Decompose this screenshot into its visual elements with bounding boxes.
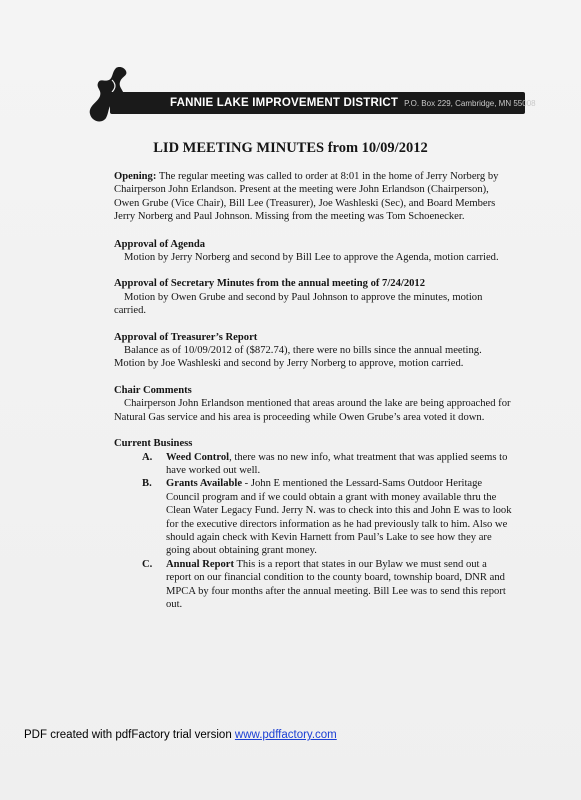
opening-label: Opening: <box>114 171 157 182</box>
section-heading: Current Business <box>114 438 193 450</box>
org-name: FANNIE LAKE IMPROVEMENT DISTRICT <box>170 97 399 109</box>
list-item-text <box>166 477 514 557</box>
item-label: Annual Report <box>166 558 234 570</box>
section-heading: Approval of Treasurer’s Report <box>114 331 258 343</box>
list-marker: C. <box>142 558 153 570</box>
section-heading: Approval of Agenda <box>114 238 206 250</box>
list-item <box>114 558 514 612</box>
pdffactory-link[interactable]: www.pdffactory.com <box>234 729 337 741</box>
opening-paragraph <box>114 170 514 224</box>
list-item <box>114 477 514 557</box>
opening-text: The regular meeting was called to order at 8:01 in the home of Jerry Norberg by Chairperson John Erlandson. Present at the meeting were John Erlandson (Chairperson), Owen Grube (Vice Chair), Bill Lee (Treasurer), Joe Washleski (Sec), and Board Members Jerry Norberg and Paul Johnson. Missing from the meeting was Tom Schoenecker. <box>114 171 499 223</box>
section-heading: Chair Comments <box>114 384 192 396</box>
minutes-body <box>114 170 514 624</box>
item-text: - John E mentioned the Lessard-Sams Outdoor Heritage Council program and if we could obtain a grant with money available thru the Clean Water Legacy Fund. Jerry N. was to check into this and John E was to look for the executive directors information as he had previously talk to him. Also we should again check with Kevin Harnett from Paul’s Lake to see how they are going about obtaining grant money. <box>166 478 512 557</box>
section-heading: Approval of Secretary Minutes from the annual meeting of 7/24/2012 <box>114 278 426 290</box>
section-current-business <box>114 437 514 611</box>
section-body: Balance as of 10/09/2012 of ($872.74), there were no bills since the annual meeting. Motion by Joe Washleski and second by Jerry Norberg to approve, motion carried. <box>114 345 482 370</box>
list-item-text <box>166 451 514 478</box>
footer-text: PDF created with pdfFactory trial version <box>24 729 235 741</box>
list-item <box>114 451 514 478</box>
item-text: , there was no new info, what treatment that was applied seems to have worked out well. <box>166 451 508 476</box>
section-chair-comments <box>114 384 514 424</box>
item-label: Weed Control <box>166 451 230 463</box>
org-address: P.O. Box 229, Cambridge, MN 55008 <box>404 98 536 108</box>
item-label: Grants Available <box>166 478 243 490</box>
list-item-text <box>166 558 514 612</box>
section-agenda <box>114 238 514 265</box>
list-marker: A. <box>142 451 153 463</box>
document-title: LID MEETING MINUTES from 10/09/2012 <box>153 140 428 156</box>
letterhead-banner <box>110 92 536 114</box>
item-text: This is a report that states in our Bylaw we must send out a report on our financial condition to the county board, township board, DNR and MPCA by four months after the annual meeting. Bill Lee was to send this report out. <box>166 558 506 610</box>
section-secretary-minutes <box>114 277 514 317</box>
section-body: Motion by Jerry Norberg and second by Bill Lee to approve the Agenda, motion carried. <box>124 252 499 264</box>
list-marker: B. <box>142 478 152 490</box>
section-body: Chairperson John Erlandson mentioned that areas around the lake are being approached for Natural Gas service and his area is proceeding while Owen Grube’s area voted it down. <box>114 398 511 423</box>
section-body: Motion by Owen Grube and second by Paul Johnson to approve the minutes, motion carried. <box>114 291 483 317</box>
business-list <box>114 451 514 612</box>
pdf-footer <box>24 729 337 741</box>
section-treasurer-report <box>114 331 514 371</box>
